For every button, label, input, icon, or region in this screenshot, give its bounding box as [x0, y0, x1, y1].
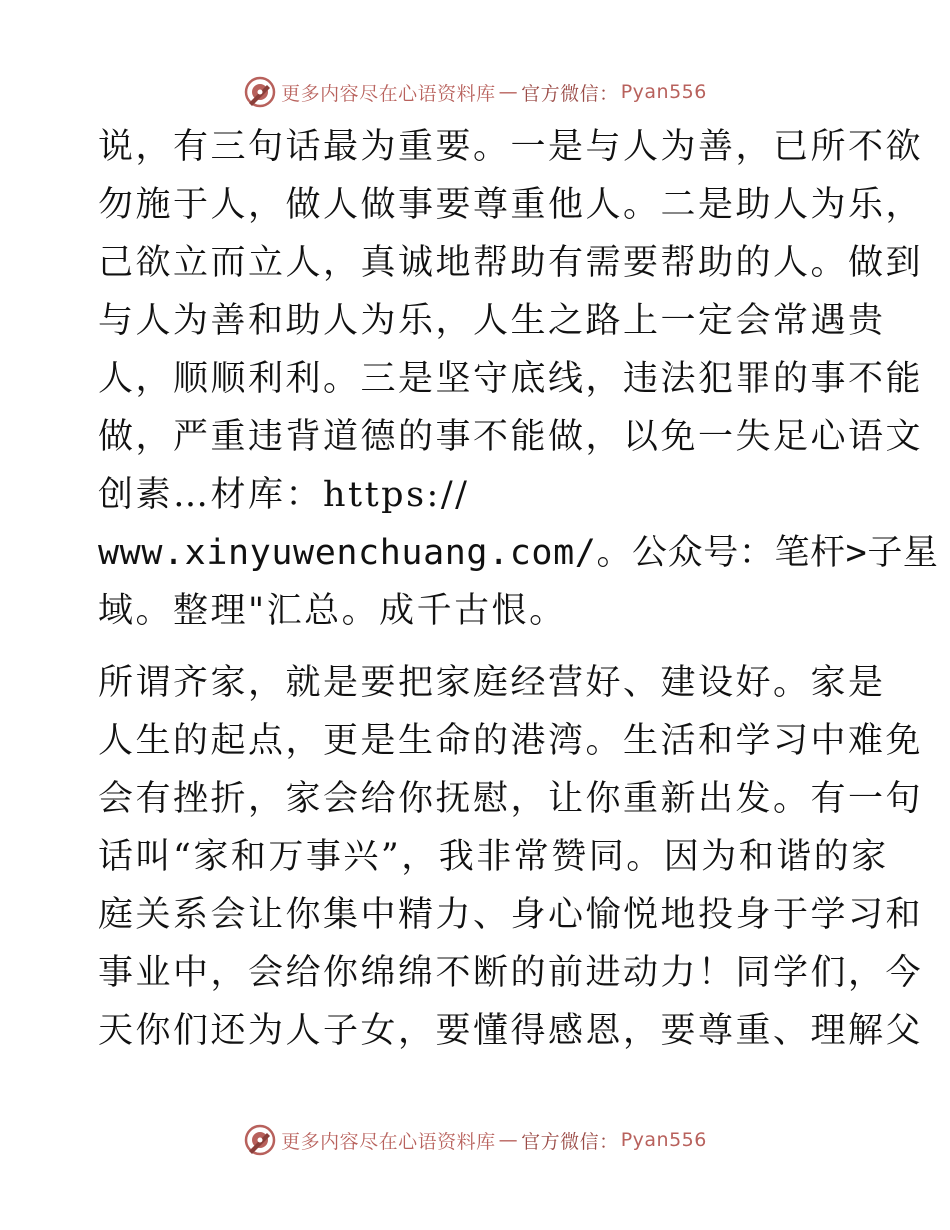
footer-watermark — [0, 1120, 950, 1160]
text-line: 事业中，会给你绵绵不断的前进动力！同学们，今 — [98, 953, 924, 993]
text-line: 会有挫折，家会给你抚慰，让你重新出发。有一句 — [98, 779, 924, 819]
text-line: 话叫“家和万事兴”，我非常赞同。因为和谐的家 — [98, 837, 889, 877]
header-watermark — [0, 72, 950, 112]
text-line: 天你们还为人子女，要懂得感恩，要尊重、理解父 — [98, 1011, 924, 1051]
text-line: 庭关系会让你集中精力、身心愉悦地投身于学习和 — [98, 895, 924, 935]
watermark-wechat-label: 官方微信： — [521, 82, 619, 105]
watermark-separator: — — [498, 1129, 519, 1151]
text-line: 创素…材库：https:// — [98, 475, 470, 515]
text-line: 与人为善和助人为乐，人生之路上一定会常遇贵 — [98, 301, 886, 341]
watermark-separator: — — [498, 81, 519, 103]
watermark-text: 更多内容尽在心语资料库 — [281, 82, 496, 105]
pen-logo-icon — [243, 75, 277, 109]
text-line: 所谓齐家，就是要把家庭经营好、建设好。家是 — [98, 663, 886, 703]
text-line-url: www.xinyuwenchuang.com/。公众号：笔杆>子星 — [98, 533, 939, 573]
pen-logo-icon — [243, 1123, 277, 1157]
text-line: 说，有三句话最为重要。一是与人为善，已所不欲 — [98, 127, 924, 167]
text-line: 人，顺顺利利。三是坚守底线，违法犯罪的事不能 — [98, 359, 924, 399]
text-line: 做，严重违背道德的事不能做，以免一失足心语文 — [98, 417, 924, 457]
watermark-wechat-id: Pyan556 — [620, 1129, 707, 1151]
text-line: 己欲立而立人，真诚地帮助有需要帮助的人。做到 — [98, 243, 924, 283]
watermark-wechat-label: 官方微信： — [521, 1130, 619, 1153]
document-body — [98, 118, 939, 1060]
text-line: 域。整理"汇总。成千古恨。 — [98, 591, 567, 631]
text-line: 勿施于人，做人做事要尊重他人。二是助人为乐， — [98, 185, 924, 225]
watermark-text: 更多内容尽在心语资料库 — [281, 1130, 496, 1153]
watermark-wechat-id: Pyan556 — [620, 81, 707, 103]
paragraph-gap — [98, 640, 858, 654]
text-line: 人生的起点，更是生命的港湾。生活和学习中难免 — [98, 721, 924, 761]
